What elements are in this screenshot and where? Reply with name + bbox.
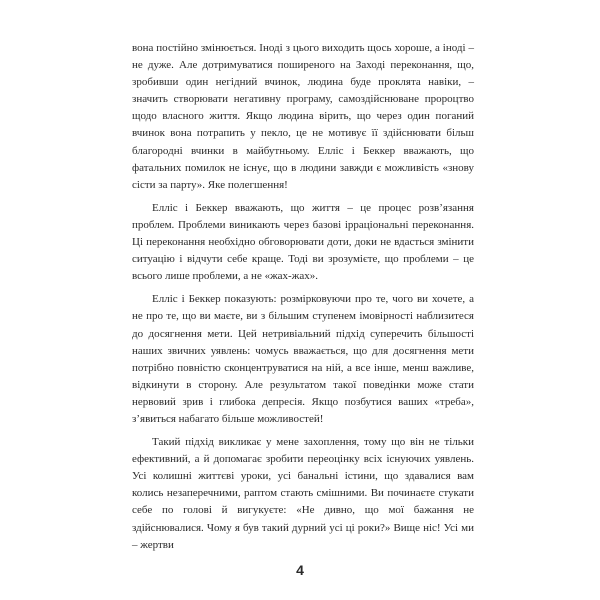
body-text: [132, 40, 474, 560]
paragraph-1: вона постійно змінюється. Іноді з цього виходить щось хороше, а іноді – не дуже. Але дотримуватися поширеного на Заході переконання, що, зробивши один негідний вчинок, людина буде проклята навіки, – значить створювати негативну програму, самоздійснюване пророцтво щодо власного життя. Якщо людина вірить, що через один поганий вчинок вона потрапить у пекло, це не мотивує її здійснювати більш благородні вчинки в майбутньому. Елліс і Беккер вважають, що фатальних помилок не існує, що в людини завжди є можливість «знову сісти за парту». Яке полегшення!: [132, 42, 474, 191]
paragraph-3: Елліс і Беккер показують: розмірковуючи про те, чого ви хочете, а не про те, що ви маєте, ви з більшим ступенем імовірності наблизитеся до досягнення мети. Цей нетривіальний підхід суперечить більшості наших звичних уявлень: чомусь вважається, що для досягнення мети потрібно повністю сконцентруватися на ній, а все інше, менш важливе, відкинути в сторону. Але результатом такої поведінки може стати нервовий зрив і глибока депресія. Якщо позбутися ваших «треба», з’явиться набагато більше можливостей!: [132, 293, 474, 425]
paragraph-2: Елліс і Беккер вважають, що життя – це процес розв’язання проблем. Проблеми виникають через базові ірраціональні переконання. Ці переконання необхідно обговорювати доти, доки не вдасться змінити ситуацію і відчути себе краще. Тоді ви зрозумієте, що проблеми – це всього лише проблеми, а не «жах-жах».: [132, 201, 474, 283]
page-number: 4: [296, 562, 304, 578]
paragraph-4: Такий підхід викликає у мене захоплення, тому що він не тільки ефективний, а й допомагає зробити переоцінку всіх існуючих уявлень. Усі колишні життєві уроки, усі банальні істини, що здавалися вам колись незаперечними, раптом стають смішними. Ви починаєте стукати себе по голові й вигукуєте: «Не дивно, що мої бажання не здійснювалися. Чому я був такий дурний усі ці роки?» Вище ніс! Усі ми – жертви: [132, 436, 474, 551]
